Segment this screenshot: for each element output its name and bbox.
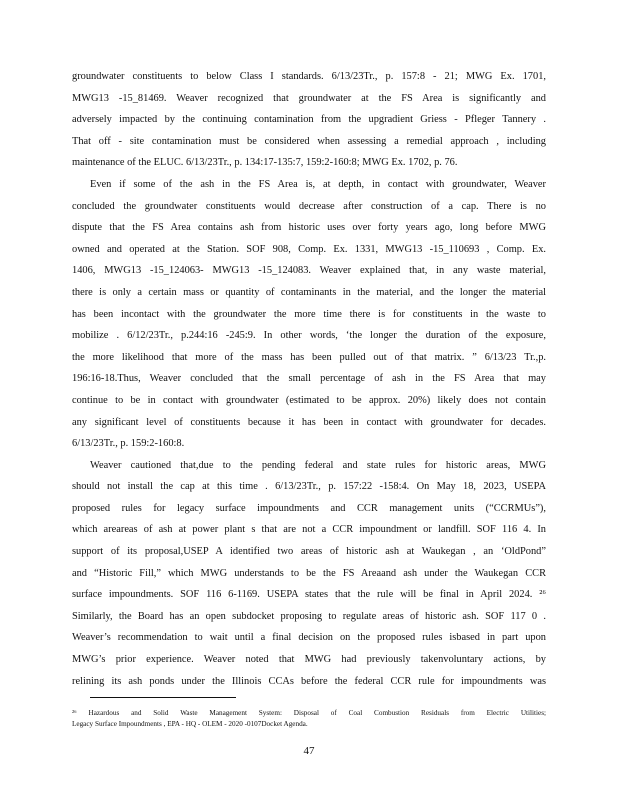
body-line: 6/13/23Tr., p. 159:2-160:8. [72, 438, 185, 450]
body-line: groundwater constituents to below Class I standards. 6/13/23Tr., p. 157:8 - 21; MWG Ex. 1701, [72, 71, 546, 82]
body-line: there is only a certain mass or quantity of contaminants in the material, and the longer the material [72, 286, 546, 298]
body-line: has been incontact with the groundwater the more time there is for constituents in the waste to [72, 308, 546, 320]
body-line: proposed rules for legacy surface impoundments and CCR management units (“CCRMUs”), [72, 502, 546, 514]
page-number: 47 [303, 745, 315, 757]
body-line: That off - site contamination must be considered when assessing a remedial approach , including [72, 135, 546, 147]
body-line: dispute that the FS Area contains ash from historic uses over forty years ago, long before MWG [72, 222, 546, 234]
body-line: the more likelihood that more of the mass has been pulled out of that matrix. ” 6/13/23 Tr.,p. [72, 351, 546, 363]
footnote-line: Legacy Surface Impoundments , EPA - HQ - OLEM - 2020 -0107Docket Agenda. [72, 720, 308, 728]
footnote-separator [90, 697, 236, 698]
body-line: 1406, MWG13 -15_124063- MWG13 -15_124083. Weaver explained that, in any waste material, [72, 265, 546, 277]
body-line: maintenance of the ELUC. 6/13/23Tr., p. 134:17-135:7, 159:2-160:8; MWG Ex. 1702, p. 76. [72, 157, 458, 169]
body-line: adversely impacted by the continuing contamination from the upgradient Griess - Pfleger Tannery . [72, 114, 546, 126]
body-line: Weaver’s recommendation to wait until a final decision on the proposed rules isbased in part upon [72, 632, 546, 644]
body-line: 196:16-18.Thus, Weaver concluded that the small percentage of ash in the FS Area that may [72, 373, 546, 385]
body-line: concluded the groundwater constituents would decrease after construction of a cap. There is no [72, 200, 546, 212]
body-line: relining its ash ponds under the Illinois CCAs before the federal CCR rule for impoundments was [72, 675, 546, 687]
footnotes [72, 708, 546, 730]
body-text [72, 66, 546, 692]
body-line: Similarly, the Board has an open subdocket proposing to regulate areas of historic ash. SOF 117 0 . [72, 610, 546, 622]
body-line: mobilize . 6/12/23Tr., p.244:16 -245:9. In other words, ‘the longer the duration of the exposure, [72, 330, 546, 342]
body-line: continue to be in contact with groundwater (estimated to be approx. 20%) likely does not contain [72, 394, 546, 406]
body-line: which areareas of ash at power plant s that are not a CCR impoundment or landfill. SOF 116 4. In [72, 524, 546, 536]
body-line: any significant level of constituents because it has been in contact with groundwater for decades. [72, 416, 546, 428]
footnote-line: ²⁶ Hazardous and Solid Waste Management System: Disposal of Coal Combustion Residuals from Electric Utilities; [72, 709, 546, 717]
body-line: MWG13 -15_81469. Weaver recognized that groundwater at the FS Area is significantly and [72, 92, 546, 104]
body-line: Weaver cautioned that,due to the pending federal and state rules for historic areas, MWG [90, 459, 546, 471]
body-line: surface impoundments. SOF 116 6-1169. USEPA states that the rule will be final in April 2024. ²⁶ [72, 589, 546, 601]
body-line: owned and operated at the Station. SOF 908, Comp. Ex. 1331, MWG13 -15_110693 , Comp. Ex. [72, 243, 546, 255]
body-line: support of its proposal,USEP A identified two areas of historic ash at Waukegan , an ‘OldPond” [72, 546, 546, 558]
body-line: MWG’s prior experience. Weaver noted that MWG had previously takenvoluntary actions, by [72, 654, 546, 666]
body-line: and “Historic Fill,” which MWG understands to be the FS Areaand ash under the Waukegan CCR [72, 567, 546, 579]
body-line: Even if some of the ash in the FS Area is, at depth, in contact with groundwater, Weaver [90, 178, 546, 190]
body-line: should not install the cap at this time . 6/13/23Tr., p. 157:22 -158:4. On May 18, 2023, USEPA [72, 481, 546, 493]
